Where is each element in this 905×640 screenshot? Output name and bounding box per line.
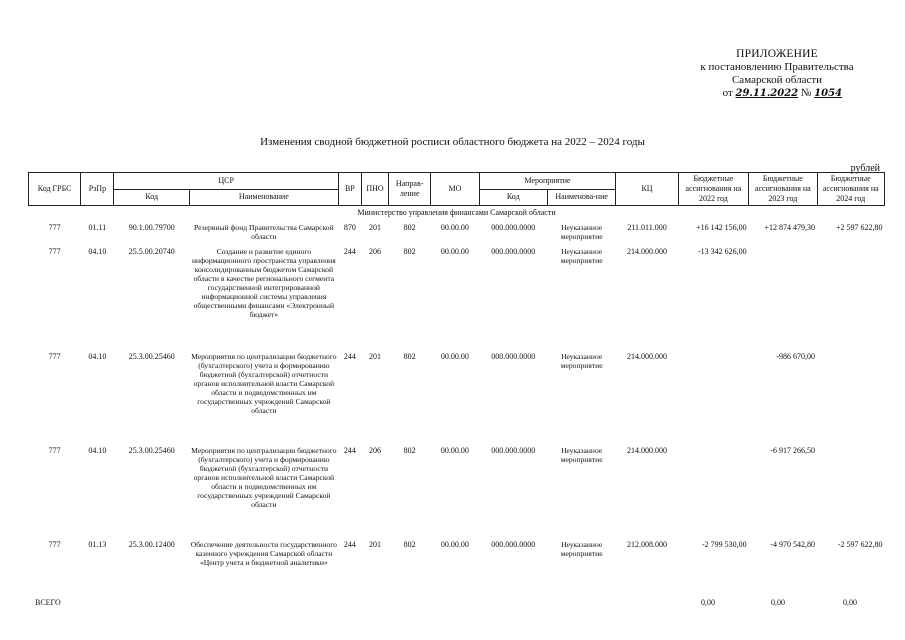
table-row — [29, 223, 885, 247]
header-kc: КЦ — [616, 173, 678, 206]
cell-vr: 244 — [343, 247, 356, 256]
cell-2024: -2 597 622,80 — [837, 540, 883, 549]
cell-vr: 870 — [343, 223, 356, 232]
appendix-title: ПРИЛОЖЕНИЕ — [736, 48, 818, 60]
cell-2024 — [817, 352, 884, 446]
unit-label: рублей — [850, 163, 880, 174]
header-csr-code: Код — [114, 189, 189, 206]
header-event: Мероприятие — [479, 173, 616, 190]
cell-csr-name: Создание и развитие единого информационного пространства управления консолидированным бюджетом Самарской области в качестве регионального сегмента государственной интегрированной информационной системы управления общественными финансами «Электронный бюджет» — [191, 247, 336, 319]
table-row — [29, 540, 885, 584]
cell-event-name: Неуказанное мероприятие — [560, 247, 603, 265]
cell-2024: +2 597 622,80 — [835, 223, 883, 232]
cell-2023 — [749, 247, 817, 352]
header-grbs: Код ГРБС — [29, 173, 81, 206]
header-event-code: Код — [479, 189, 547, 206]
cell-grbs: 777 — [48, 540, 61, 549]
header-event-name: Наименова-ние — [547, 189, 615, 206]
header-mo: МО — [431, 173, 479, 206]
cell-kc: 214.000.000 — [627, 247, 668, 256]
cell-kc: 214.000.000 — [627, 352, 668, 361]
cell-mo: 00.00.00 — [440, 247, 469, 256]
cell-grbs: 777 — [48, 352, 61, 361]
cell-2023: +12 874 479,30 — [764, 223, 816, 232]
cell-vr: 244 — [343, 540, 356, 549]
cell-kc: 214.000.000 — [627, 446, 668, 455]
table-row — [29, 446, 885, 540]
cell-rzpr: 04.10 — [88, 247, 107, 256]
cell-csr-name: Резервный фонд Правительства Самарской области — [194, 223, 334, 241]
date-prefix: от — [722, 87, 733, 99]
cell-grbs: 777 — [48, 446, 61, 455]
cell-mo: 00.00.00 — [440, 223, 469, 232]
table-row — [29, 247, 885, 352]
cell-mo: 00.00.00 — [440, 352, 469, 361]
cell-event-name: Неуказанное мероприятие — [560, 446, 603, 464]
cell-kc: 212.008.000 — [627, 540, 668, 549]
total-2024: 0,00 — [843, 598, 857, 607]
cell-rzpr: 01.11 — [88, 223, 107, 232]
cell-2022: -13 342 626,00 — [697, 247, 747, 256]
number-prefix: № — [800, 87, 812, 99]
cell-csr-code: 25.5.00.20740 — [128, 247, 175, 256]
cell-mo: 00.00.00 — [440, 446, 469, 455]
cell-rzpr: 01.13 — [88, 540, 107, 549]
header-vr: ВР — [338, 173, 361, 206]
ministry-row — [29, 206, 885, 224]
handwritten-date: 29.11.2022 — [735, 88, 799, 99]
cell-2024 — [817, 247, 884, 352]
cell-csr-name: Мероприятия по централизации бюджетного (бухгалтерского) учета и формированию бюджетной (бухгалтерской) отчетности органов исполнительной власти Самарской области и подведомственных им государственных учреждений Самарской области — [191, 352, 337, 415]
header-csr: ЦСР — [114, 173, 338, 190]
header-pno: ПНО — [361, 173, 388, 206]
header-2024: Бюджетные ассигнования на 2024 год — [817, 173, 884, 206]
cell-kc: 211.011.000 — [627, 223, 667, 232]
header-row-1 — [29, 173, 885, 190]
cell-pno: 201 — [368, 223, 381, 232]
cell-csr-code: 25.3.00.25460 — [128, 352, 175, 361]
cell-direction: 802 — [403, 352, 416, 361]
handwritten-number: 1054 — [814, 88, 842, 99]
cell-event-code: 000.000.0000 — [491, 247, 536, 256]
cell-direction: 802 — [403, 223, 416, 232]
cell-vr: 244 — [343, 446, 356, 455]
header-2023: Бюджетные ассигнования на 2023 год — [749, 173, 817, 206]
cell-rzpr: 04.10 — [88, 352, 107, 361]
cell-direction: 802 — [403, 540, 416, 549]
cell-csr-code: 90.1.00.79700 — [128, 223, 175, 232]
total-label: ВСЕГО — [35, 598, 61, 607]
appendix-date-line — [672, 87, 882, 100]
cell-event-name: Неуказанное мероприятие — [560, 352, 603, 370]
cell-2022: +16 142 156,00 — [696, 223, 747, 232]
cell-2022 — [678, 446, 748, 540]
cell-csr-code: 25.3.00.12400 — [128, 540, 175, 549]
ministry-name: Министерство управления финансами Самарской области — [357, 208, 556, 217]
header-2022: Бюджетные ассигнования на 2022 год — [678, 173, 748, 206]
cell-csr-name: Мероприятия по централизации бюджетного (бухгалтерского) учета и формированию бюджетной (бухгалтерской) отчетности органов исполнительной власти Самарской области и подведомственных им государственных учреждений Самарской области — [191, 446, 337, 509]
budget-table — [28, 172, 885, 584]
cell-event-name: Неуказанное мероприятие — [560, 540, 603, 558]
cell-direction: 802 — [403, 446, 416, 455]
cell-2023: -6 917 266,50 — [770, 446, 816, 455]
appendix-line-1: к постановлению Правительства — [700, 61, 854, 73]
cell-event-code: 000.000.0000 — [491, 446, 536, 455]
cell-direction: 802 — [403, 247, 416, 256]
cell-csr-code: 25.3.00.25460 — [128, 446, 175, 455]
cell-event-name: Неуказанное мероприятие — [560, 223, 603, 241]
cell-2024 — [817, 446, 884, 540]
cell-2023: -986 670,00 — [776, 352, 816, 361]
cell-pno: 201 — [368, 540, 381, 549]
appendix-block — [672, 48, 882, 100]
cell-grbs: 777 — [48, 247, 61, 256]
cell-csr-name: Обеспечение деятельности государственного казенного учреждения Самарской области «Центр учета и бюджетной аналитики» — [190, 540, 337, 567]
cell-2022: -2 799 530,00 — [701, 540, 747, 549]
cell-2023: -4 970 542,80 — [770, 540, 816, 549]
cell-mo: 00.00.00 — [440, 540, 469, 549]
appendix-line-2: Самарской области — [731, 74, 823, 86]
table-row — [29, 352, 885, 446]
cell-pno: 206 — [368, 446, 381, 455]
document-title: Изменения сводной бюджетной росписи областного бюджета на 2022 – 2024 годы — [260, 136, 645, 148]
cell-2022 — [678, 352, 748, 446]
cell-event-code: 000.000.0000 — [491, 352, 536, 361]
total-2023: 0,00 — [771, 598, 785, 607]
cell-vr: 244 — [343, 352, 356, 361]
header-rzpr: РзПр — [81, 173, 114, 206]
cell-rzpr: 04.10 — [88, 446, 107, 455]
header-csr-name: Наименование — [189, 189, 338, 206]
cell-pno: 201 — [368, 352, 381, 361]
cell-event-code: 000.000.0000 — [491, 223, 536, 232]
header-direction: Направ-ление — [389, 173, 431, 206]
cell-pno: 206 — [368, 247, 381, 256]
cell-event-code: 000.000.0000 — [491, 540, 536, 549]
cell-grbs: 777 — [48, 223, 61, 232]
total-2022: 0,00 — [701, 598, 715, 607]
